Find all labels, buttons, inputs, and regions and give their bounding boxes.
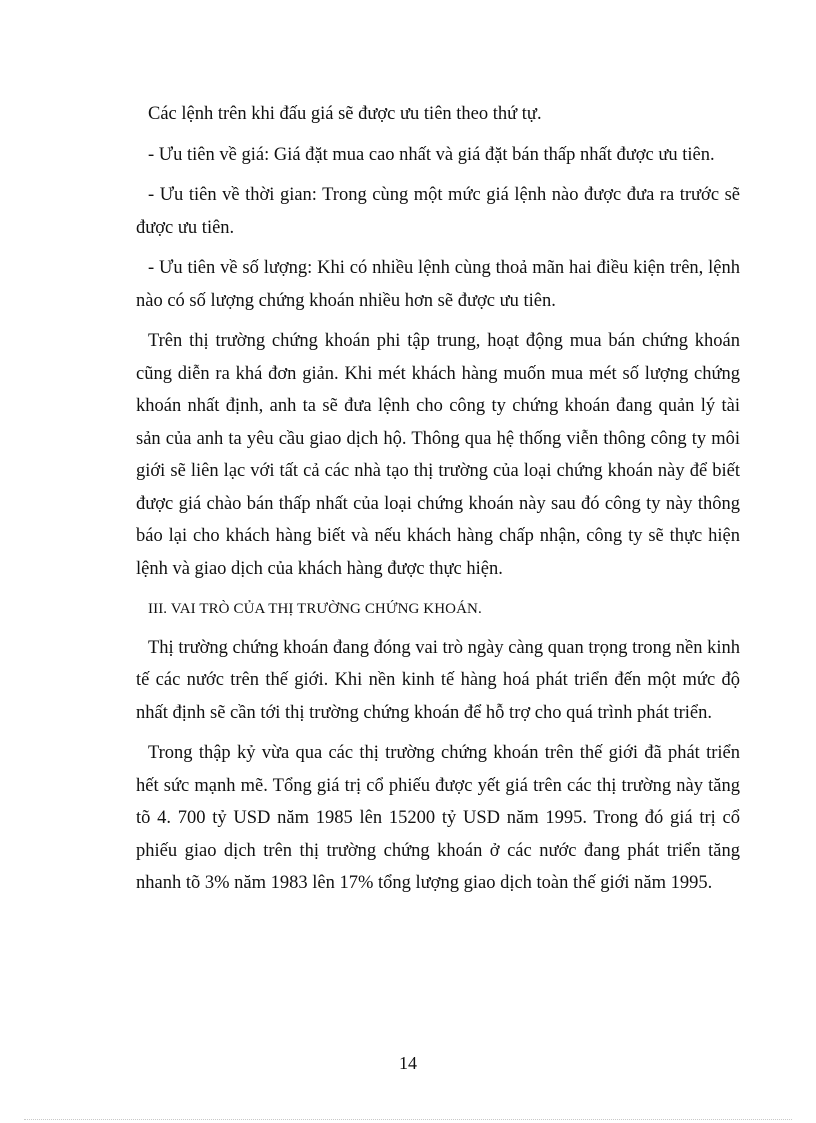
paragraph-time-priority: - Ưu tiên về thời gian: Trong cùng một mức giá lệnh nào được đưa ra trước sẽ được ưu tiên. <box>136 185 740 238</box>
paragraph-quantity-priority: - Ưu tiên về số lượng: Khi có nhiều lệnh cùng thoả mãn hai điều kiện trên, lệnh nào có số lượng chứng khoán nhiều hơn sẽ được ưu tiên. <box>136 258 740 311</box>
paragraph-market-role: Thị trường chứng khoán đang đóng vai trò ngày càng quan trọng trong nền kinh tế các nước trên thế giới. Khi nền kinh tế hàng hoá phát triển đến một mức độ nhất định sẽ cần tới thị trường chứng khoán để hỗ trợ cho quá trình phát triển. <box>136 637 740 723</box>
paragraph-market-growth: Trong thập kỷ vừa qua các thị trường chứng khoán trên thế giới đã phát triển hết sức mạnh mẽ. Tổng giá trị cổ phiếu được yết giá trên các thị trường này tăng tõ 4. 700 tỷ USD năm 1985 lên 15200 tỷ USD năm 1995. Trong đó giá trị cổ phiếu giao dịch trên thị trường chứng khoán ở các nước đang phát triển tăng nhanh tõ 3% năm 1983 lên 17% tổng lượng giao dịch toàn thế giới năm 1995. <box>136 743 740 893</box>
paragraph-price-priority: - Ưu tiên về giá: Giá đặt mua cao nhất và giá đặt bán thấp nhất được ưu tiên. <box>148 144 715 165</box>
section-heading: III. VAI TRÒ CỦA THỊ TRƯỜNG CHỨNG KHOÁN. <box>148 601 482 617</box>
paragraph-otc-market: Trên thị trường chứng khoán phi tập trung, hoạt động mua bán chứng khoán cũng diễn ra khá đơn giản. Khi mét khách hàng muốn mua mét số lượng chứng khoán nhất định, anh ta sẽ đưa lệnh cho công ty chứng khoán đang quản lý tài sản của anh ta yêu cầu giao dịch hộ. Thông qua hệ thống viễn thông công ty môi giới sẽ liên lạc với tất cả các nhà tạo thị trường của loại chứng khoán này để biết được giá chào bán thấp nhất của loại chứng khoán này sau đó công ty này thông báo lại cho khách hàng biết và nếu khách hàng chấp nhận, công ty sẽ thực hiện lệnh và giao dịch của khách hàng được thực hiện. <box>136 331 740 579</box>
paragraph-priority-intro: Các lệnh trên khi đấu giá sẽ được ưu tiên theo thứ tự. <box>148 104 542 124</box>
page-number: 14 <box>399 1053 417 1073</box>
body-text <box>136 98 740 908</box>
page-bottom-divider <box>24 1119 792 1120</box>
